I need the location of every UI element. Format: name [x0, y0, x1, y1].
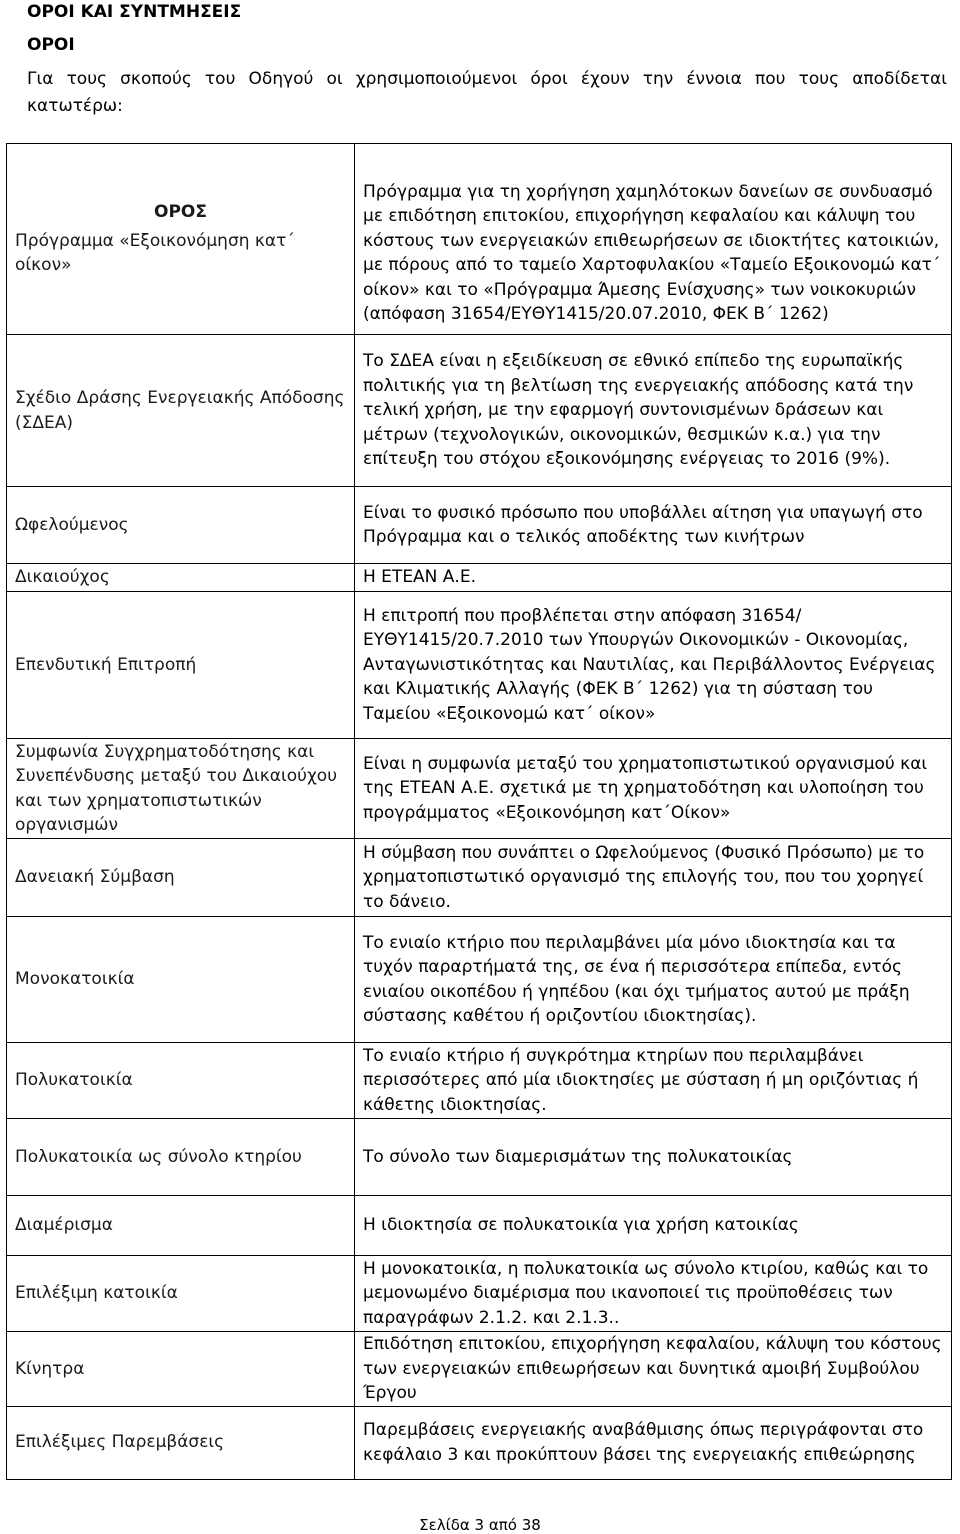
term-cell: Επιλέξιμες Παρεμβάσεις	[7, 1406, 355, 1479]
table-row	[7, 592, 952, 739]
term-cell: Δικαιούχος	[7, 564, 355, 592]
term-cell: Σχέδιο Δράσης Ενεργειακής Απόδοσης (ΣΔΕΑ)	[7, 335, 355, 487]
definition-cell: Η ΕΤΕΑΝ Α.Ε.	[355, 564, 952, 592]
term-cell: Επιλέξιμη κατοικία	[7, 1256, 355, 1332]
table-row	[7, 1256, 952, 1332]
table-row	[7, 564, 952, 592]
subsection-title: ΟΡΟΙ	[27, 35, 75, 55]
table-row	[7, 1406, 952, 1479]
definition-cell: Είναι η συμφωνία μεταξύ του χρηματοπιστωτικού οργανισμού και της ΕΤΕΑΝ Α.Ε. σχετικά με τη χρηματοδότηση και υλοποίηση του προγράμματος «Εξοικονόμηση κατ΄Οίκον»	[355, 739, 952, 839]
definition-cell: Είναι το φυσικό πρόσωπο που υποβάλλει αίτηση για υπαγωγή στο Πρόγραμμα και ο τελικός αποδέκτης των κινήτρων	[355, 487, 952, 564]
definition-cell: Το σύνολο των διαμερισμάτων της πολυκατοικίας	[355, 1119, 952, 1196]
table-row	[7, 1043, 952, 1119]
term-cell	[7, 144, 355, 335]
definition-cell: Επιδότηση επιτοκίου, επιχορήγηση κεφαλαίου, κάλυψη του κόστους των ενεργειακών επιθεωρήσεων και δυνητικά αμοιβή Συμβούλου Έργου	[355, 1332, 952, 1407]
term-cell: Διαμέρισμα	[7, 1196, 355, 1256]
table-row	[7, 739, 952, 839]
definition-cell: Το ενιαίο κτήριο ή συγκρότημα κτηρίων που περιλαμβάνει περισσότερες από μία ιδιοκτησίες με σύσταση ή μη οριζόντιας ή κάθετης ιδιοκτησίας.	[355, 1043, 952, 1119]
table-row	[7, 1332, 952, 1407]
term-cell: Πολυκατοικία	[7, 1043, 355, 1119]
section-title: ΟΡΟΙ ΚΑΙ ΣΥΝΤΜΗΣΕΙΣ	[27, 2, 242, 22]
definition-cell: Το ΣΔΕΑ είναι η εξειδίκευση σε εθνικό επίπεδο της ευρωπαϊκής πολιτικής για τη βελτίωση της ενεργειακής απόδοσης κατά την τελική χρήση, με την εφαρμογή συντονισμένων δράσεων και μέτρων (τεχνολογικών, οικονομικών, θεσμικών κ.α.) για την επίτευξη του στόχου εξοικονόμησης ενέργειας το 2016 (9%).	[355, 335, 952, 487]
term-cell: Κίνητρα	[7, 1332, 355, 1407]
definition-cell: Η επιτροπή που προβλέπεται στην απόφαση 31654/ΕΥΘΥ1415/20.7.2010 των Υπουργών Οικονομικών - Οικονομίας, Ανταγωνιστικότητας και Ναυτιλίας, και Περιβάλλοντος Ενέργειας και Κλιματικής Αλλαγής (ΦΕΚ Β΄ 1262) για τη σύσταση του Ταμείου «Εξοικονομώ κατ΄ οίκον»	[355, 592, 952, 739]
term-cell: Δανειακή Σύμβαση	[7, 839, 355, 917]
definition-cell: Η μονοκατοικία, η πολυκατοικία ως σύνολο κτιρίου, καθώς και το μεμονωμένο διαμέρισμα που ικανοποιεί τις προϋποθέσεις των παραγράφων 2.1.2. και 2.1.3..	[355, 1256, 952, 1332]
definition-cell: Παρεμβάσεις ενεργειακής αναβάθμισης όπως περιγράφονται στο κεφάλαιο 3 και προκύπτουν βάσει της ενεργειακής επιθεώρησης	[355, 1406, 952, 1479]
definition-cell: Η ιδιοκτησία σε πολυκατοικία για χρήση κατοικίας	[355, 1196, 952, 1256]
terms-table	[6, 143, 952, 1480]
term-cell: Επενδυτική Επιτροπή	[7, 592, 355, 739]
term-cell: Συμφωνία Συγχρηματοδότησης και Συνεπένδυσης μεταξύ του Δικαιούχου και των χρηματοπιστωτικών οργανισμών	[7, 739, 355, 839]
term-label: Πρόγραμμα «Εξοικονόμηση κατ΄ οίκον»	[15, 230, 295, 276]
table-row	[7, 487, 952, 564]
table-row	[7, 144, 952, 335]
term-cell: Ωφελούμενος	[7, 487, 355, 564]
table-row	[7, 335, 952, 487]
definition-cell: Πρόγραμμα για τη χορήγηση χαμηλότοκων δανείων σε συνδυασμό με επιδότηση επιτοκίου, επιχορήγηση κεφαλαίου και κάλυψη του κόστους των ενεργειακών επιθεωρήσεων σε ιδιοκτήτες κατοικιών, με πόρους από το ταμείο Χαρτοφυλακίου «Ταμείο Εξοικονομώ κατ΄ οίκον» και το «Πρόγραμμα Άμεσης Ενίσχυσης» των νοικοκυριών (απόφαση 31654/ΕΥΘΥ1415/20.07.2010, ΦΕΚ Β΄ 1262)	[355, 144, 952, 335]
table-row	[7, 839, 952, 917]
definition-cell: Το ενιαίο κτήριο που περιλαμβάνει μία μόνο ιδιοκτησία και τα τυχόν παραρτήματά της, σε ένα ή περισσότερα επίπεδα, εντός ενιαίου οικοπέδου ή γηπέδου (και όχι τμήματος αυτού με πράξη σύστασης καθέτου ή οριζοντίου ιδιοκτησίας).	[355, 917, 952, 1043]
term-cell: Μονοκατοικία	[7, 917, 355, 1043]
intro-paragraph: Για τους σκοπούς του Οδηγού οι χρησιμοποιούμενοι όροι έχουν την έννοια που τους αποδίδεται κατωτέρω:	[27, 69, 947, 116]
term-column-header: ΟΡΟΣ	[154, 202, 207, 223]
definition-cell: Η σύμβαση που συνάπτει ο Ωφελούμενος (Φυσικό Πρόσωπο) με το χρηματοπιστωτικό οργανισμό της επιλογής του, που του χορηγεί το δάνειο.	[355, 839, 952, 917]
term-cell: Πολυκατοικία ως σύνολο κτηρίου	[7, 1119, 355, 1196]
page-number-footer: Σελίδα 3 από 38	[419, 1516, 541, 1534]
table-row	[7, 917, 952, 1043]
table-row	[7, 1119, 952, 1196]
table-row	[7, 1196, 952, 1256]
